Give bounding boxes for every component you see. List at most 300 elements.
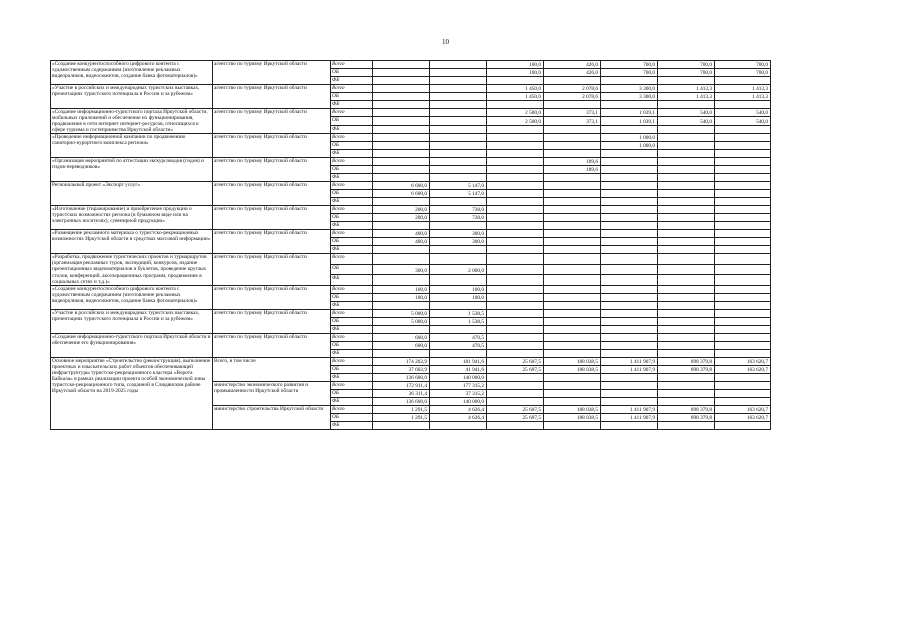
amount-cell: 6 600,0 <box>373 190 430 198</box>
event-description-cell: «Создание конкурентоспособного цифрового контента с художественным содержанием (изготовление рекламных видеороликов, видеосюжетов, создание банка фотоматериалов)» <box>51 285 213 309</box>
executor-cell: агентство по туризму Иркутской области <box>213 285 331 309</box>
amount-cell: 5 147,0 <box>430 190 487 198</box>
amount-cell <box>658 264 715 274</box>
amount-cell <box>658 101 715 109</box>
amount-cell <box>544 77 601 85</box>
amount-cell <box>601 285 658 293</box>
amount-cell <box>373 198 430 206</box>
amount-cell <box>544 421 601 429</box>
amount-cell <box>658 198 715 206</box>
amount-cell: 1 413,3 <box>715 85 771 93</box>
executor-cell: агентство по туризму Иркутской области <box>213 333 331 357</box>
amount-cell: 1 413,3 <box>658 85 715 93</box>
event-description-cell: «Размещение рекламного материала о туристско-рекреационных возможностях Иркутской области в средствах массовой информации» <box>51 230 213 254</box>
funding-source-cell: ОБ <box>331 341 373 349</box>
amount-cell <box>658 182 715 190</box>
executor-cell: агентство по туризму Иркутской области <box>213 254 331 285</box>
amount-cell <box>715 373 771 381</box>
amount-cell: 163 620,7 <box>715 405 771 413</box>
amount-cell <box>544 150 601 158</box>
amount-cell: 700,0 <box>715 61 771 69</box>
amount-cell <box>430 125 487 133</box>
amount-cell: 4 626,4 <box>430 405 487 413</box>
amount-cell: 426,0 <box>544 61 601 69</box>
amount-cell <box>487 254 544 264</box>
event-description-cell: «Разработка, продвижение туристических проектов и турмаршрутов (организация рекламных туров, экспедиций, конкурсов, издание презентационных видеоматериалов и буклетов, проведение круглых столов, конференций, акселерационных программ, продвижение в социальных сетях и т.д.)» <box>51 254 213 285</box>
amount-cell <box>430 85 487 93</box>
amount-cell <box>601 293 658 301</box>
amount-cell <box>544 206 601 214</box>
amount-cell <box>487 166 544 174</box>
amount-cell: 140 000,0 <box>430 373 487 381</box>
amount-cell <box>715 182 771 190</box>
amount-cell: 25 607,5 <box>487 405 544 413</box>
amount-cell: 1 450,0 <box>487 85 544 93</box>
amount-cell <box>373 301 430 309</box>
amount-cell <box>601 166 658 174</box>
amount-cell <box>544 142 601 150</box>
amount-cell <box>487 134 544 142</box>
amount-cell <box>487 222 544 230</box>
funding-source-cell: ОБ <box>331 142 373 150</box>
funding-source-cell: ФБ <box>331 301 373 309</box>
amount-cell <box>544 174 601 182</box>
amount-cell <box>544 397 601 405</box>
table-row <box>51 285 771 293</box>
funding-source-cell: ОБ <box>331 389 373 397</box>
funding-source-cell: ОБ <box>331 166 373 174</box>
amount-cell <box>487 309 544 317</box>
amount-cell: 540,0 <box>658 109 715 117</box>
amount-cell <box>601 238 658 246</box>
amount-cell <box>544 309 601 317</box>
amount-cell <box>658 421 715 429</box>
amount-cell: 470,5 <box>430 333 487 341</box>
amount-cell <box>658 158 715 166</box>
amount-cell: 140 000,0 <box>430 397 487 405</box>
table-row <box>51 109 771 117</box>
amount-cell <box>544 238 601 246</box>
amount-cell <box>658 333 715 341</box>
funding-source-cell: ОБ <box>331 317 373 325</box>
funding-source-cell: Всего <box>331 182 373 190</box>
amount-cell: 100,0 <box>373 293 430 301</box>
amount-cell: 100,0 <box>430 285 487 293</box>
amount-cell: 426,0 <box>544 69 601 77</box>
amount-cell <box>373 101 430 109</box>
amount-cell <box>544 222 601 230</box>
amount-cell: 37 315,2 <box>430 389 487 397</box>
funding-source-cell: Всего <box>331 230 373 238</box>
amount-cell <box>715 214 771 222</box>
amount-cell <box>373 150 430 158</box>
amount-cell <box>487 325 544 333</box>
funding-source-cell: ФБ <box>331 101 373 109</box>
amount-cell <box>601 150 658 158</box>
amount-cell <box>601 325 658 333</box>
amount-cell <box>715 166 771 174</box>
amount-cell <box>658 214 715 222</box>
amount-cell <box>715 174 771 182</box>
amount-cell <box>430 246 487 254</box>
amount-cell <box>487 333 544 341</box>
amount-cell <box>430 117 487 125</box>
amount-cell <box>544 349 601 357</box>
executor-cell: агентство по туризму Иркутской области <box>213 230 331 254</box>
amount-cell <box>658 293 715 301</box>
event-description-cell: «Организация мероприятий по аттестации экскурсоводов (гидов) и гидов-переводчиков» <box>51 158 213 182</box>
amount-cell <box>658 190 715 198</box>
amount-cell <box>715 325 771 333</box>
amount-cell: 600,0 <box>373 333 430 341</box>
amount-cell <box>487 238 544 246</box>
amount-cell <box>373 134 430 142</box>
amount-cell: 1 411 907,9 <box>601 405 658 413</box>
amount-cell: 163 620,7 <box>715 413 771 421</box>
amount-cell <box>487 349 544 357</box>
table-row <box>51 309 771 317</box>
amount-cell: 36 311,4 <box>373 389 430 397</box>
amount-cell: 100,0 <box>430 293 487 301</box>
amount-cell: 188 038,5 <box>544 405 601 413</box>
amount-cell <box>715 142 771 150</box>
amount-cell <box>601 222 658 230</box>
amount-cell: 898 379,8 <box>658 413 715 421</box>
amount-cell <box>601 254 658 264</box>
amount-cell <box>715 421 771 429</box>
amount-cell: 600,0 <box>373 341 430 349</box>
amount-cell <box>487 317 544 325</box>
amount-cell <box>601 182 658 190</box>
amount-cell <box>487 77 544 85</box>
amount-cell <box>373 93 430 101</box>
amount-cell <box>487 206 544 214</box>
amount-cell: 200,0 <box>373 214 430 222</box>
funding-source-cell: Всего <box>331 381 373 389</box>
amount-cell <box>544 264 601 274</box>
amount-cell <box>658 285 715 293</box>
amount-cell <box>658 349 715 357</box>
amount-cell: 189,6 <box>544 166 601 174</box>
amount-cell <box>544 125 601 133</box>
amount-cell <box>544 301 601 309</box>
amount-cell <box>487 397 544 405</box>
funding-source-cell: ОБ <box>331 117 373 125</box>
amount-cell <box>601 246 658 254</box>
amount-cell <box>430 254 487 264</box>
amount-cell <box>373 69 430 77</box>
amount-cell <box>430 61 487 69</box>
amount-cell: 700,0 <box>715 69 771 77</box>
amount-cell <box>487 264 544 274</box>
amount-cell: 1 039,1 <box>601 109 658 117</box>
funding-source-cell: Всего <box>331 357 373 365</box>
table-row <box>51 61 771 69</box>
amount-cell: 5 000,0 <box>373 309 430 317</box>
amount-cell <box>715 158 771 166</box>
amount-cell <box>487 275 544 285</box>
amount-cell <box>544 230 601 238</box>
event-description-cell: «Изготовление (тиражирование) и приобретение продукции о туристских возможностях региона (в бумажном виде или на электронных носителях), сувенирной продукции» <box>51 206 213 230</box>
funding-source-cell: ФБ <box>331 349 373 357</box>
amount-cell: 6 600,0 <box>373 182 430 190</box>
amount-cell: 700,0 <box>658 69 715 77</box>
amount-cell <box>430 93 487 101</box>
amount-cell <box>373 246 430 254</box>
funding-source-cell: Всего <box>331 254 373 264</box>
funding-source-cell: ФБ <box>331 246 373 254</box>
amount-cell <box>487 190 544 198</box>
funding-source-cell: Всего <box>331 285 373 293</box>
amount-cell <box>601 158 658 166</box>
amount-cell <box>487 389 544 397</box>
amount-cell <box>430 158 487 166</box>
amount-cell <box>373 421 430 429</box>
amount-cell <box>658 77 715 85</box>
amount-cell: 172 911,4 <box>373 381 430 389</box>
amount-cell: 400,0 <box>373 238 430 246</box>
amount-cell <box>658 142 715 150</box>
amount-cell: 25 607,5 <box>487 413 544 421</box>
amount-cell <box>658 174 715 182</box>
amount-cell <box>544 190 601 198</box>
amount-cell: 2 078,6 <box>544 93 601 101</box>
funding-source-cell: ОБ <box>331 69 373 77</box>
amount-cell <box>658 275 715 285</box>
amount-cell: 5 000,0 <box>373 317 430 325</box>
amount-cell <box>601 421 658 429</box>
amount-cell <box>487 125 544 133</box>
amount-cell <box>487 230 544 238</box>
amount-cell <box>715 77 771 85</box>
amount-cell: 4 626,4 <box>430 413 487 421</box>
amount-cell: 37 602,9 <box>373 365 430 373</box>
executor-cell: агентство по туризму Иркутской области <box>213 309 331 333</box>
amount-cell <box>601 190 658 198</box>
funding-source-cell: ФБ <box>331 150 373 158</box>
funding-source-cell: ФБ <box>331 325 373 333</box>
amount-cell <box>544 254 601 264</box>
amount-cell <box>430 174 487 182</box>
table-row <box>51 230 771 238</box>
amount-cell <box>658 301 715 309</box>
amount-cell: 700,0 <box>658 61 715 69</box>
amount-cell <box>430 109 487 117</box>
amount-cell <box>544 275 601 285</box>
amount-cell <box>373 142 430 150</box>
page-number: 10 <box>442 38 449 46</box>
executor-cell: агентство по туризму Иркутской области <box>213 134 331 158</box>
amount-cell: 300,0 <box>430 230 487 238</box>
amount-cell <box>430 301 487 309</box>
event-description-cell: «Создание конкурентоспособного цифрового контента с художественным содержанием (изготовление рекламных видеороликов, видеосюжетов, создание банка фотоматериалов)» <box>51 61 213 85</box>
amount-cell: 1 538,5 <box>430 317 487 325</box>
amount-cell <box>601 301 658 309</box>
amount-cell: 2 500,0 <box>487 109 544 117</box>
executor-cell: агентство по туризму Иркутской области <box>213 109 331 134</box>
amount-cell <box>658 222 715 230</box>
executor-cell: Всего, в том числе <box>213 357 331 381</box>
amount-cell <box>601 198 658 206</box>
amount-cell: 5 147,0 <box>430 182 487 190</box>
amount-cell <box>487 421 544 429</box>
amount-cell <box>658 150 715 158</box>
table-row <box>51 158 771 166</box>
amount-cell <box>715 309 771 317</box>
amount-cell <box>373 125 430 133</box>
funding-source-cell: ФБ <box>331 421 373 429</box>
amount-cell <box>658 238 715 246</box>
amount-cell <box>715 333 771 341</box>
amount-cell <box>658 317 715 325</box>
amount-cell: 1 000,0 <box>601 134 658 142</box>
amount-cell <box>373 117 430 125</box>
amount-cell: 100,0 <box>487 69 544 77</box>
funding-source-cell: ФБ <box>331 397 373 405</box>
amount-cell: 400,0 <box>373 230 430 238</box>
amount-cell <box>487 246 544 254</box>
amount-cell <box>373 166 430 174</box>
amount-cell <box>601 101 658 109</box>
funding-source-cell: ФБ <box>331 174 373 182</box>
amount-cell <box>715 238 771 246</box>
funding-source-cell: ОБ <box>331 214 373 222</box>
amount-cell <box>658 134 715 142</box>
amount-cell: 1 413,3 <box>658 93 715 101</box>
funding-source-cell: ФБ <box>331 222 373 230</box>
amount-cell <box>601 77 658 85</box>
funding-source-cell: ФБ <box>331 77 373 85</box>
amount-cell <box>544 317 601 325</box>
amount-cell <box>430 275 487 285</box>
amount-cell: 100,0 <box>487 61 544 69</box>
amount-cell <box>544 134 601 142</box>
amount-cell: 136 600,0 <box>373 373 430 381</box>
amount-cell <box>544 293 601 301</box>
amount-cell <box>487 381 544 389</box>
amount-cell <box>658 230 715 238</box>
amount-cell <box>487 373 544 381</box>
amount-cell: 1 538,5 <box>430 309 487 317</box>
amount-cell <box>715 254 771 264</box>
amount-cell: 738,0 <box>430 206 487 214</box>
amount-cell <box>430 198 487 206</box>
amount-cell <box>373 77 430 85</box>
amount-cell <box>715 222 771 230</box>
amount-cell: 3 300,0 <box>601 93 658 101</box>
event-description-cell: «Создание информационно-туристского портала Иркутской области и обеспечение его функционирования» <box>51 333 213 357</box>
table-row <box>51 182 771 190</box>
amount-cell: 25 607,5 <box>487 357 544 365</box>
amount-cell: 188 038,5 <box>544 365 601 373</box>
amount-cell <box>373 85 430 93</box>
amount-cell <box>715 134 771 142</box>
budget-table-body <box>51 61 771 430</box>
amount-cell: 700,0 <box>601 69 658 77</box>
table-row <box>51 134 771 142</box>
table-row <box>51 206 771 214</box>
executor-cell: агентство по туризму Иркутской области <box>213 158 331 182</box>
amount-cell: 898 379,8 <box>658 405 715 413</box>
amount-cell <box>658 246 715 254</box>
table-row <box>51 85 771 93</box>
executor-cell: агентство по туризму Иркутской области <box>213 206 331 230</box>
amount-cell: 163 620,7 <box>715 357 771 365</box>
funding-source-cell: Всего <box>331 309 373 317</box>
amount-cell <box>715 293 771 301</box>
funding-source-cell: ОБ <box>331 413 373 421</box>
funding-source-cell: Всего <box>331 158 373 166</box>
amount-cell: 373,1 <box>544 109 601 117</box>
amount-cell <box>715 125 771 133</box>
amount-cell: 1 000,0 <box>601 142 658 150</box>
amount-cell: 1 450,0 <box>487 93 544 101</box>
table-row <box>51 357 771 365</box>
amount-cell: 1 291,5 <box>373 405 430 413</box>
amount-cell <box>601 349 658 357</box>
amount-cell <box>658 397 715 405</box>
funding-source-cell: ОБ <box>331 238 373 246</box>
executor-cell: агентство по туризму Иркутской области <box>213 85 331 109</box>
amount-cell: 1 411 907,9 <box>601 365 658 373</box>
executor-cell: агентство по туризму Иркутской области <box>213 182 331 206</box>
amount-cell <box>544 101 601 109</box>
amount-cell <box>430 142 487 150</box>
amount-cell: 1 413,3 <box>715 93 771 101</box>
amount-cell <box>430 349 487 357</box>
event-description-cell: «Участие в российских и международных туристских выставках, презентациях туристского потенциала в России и за рубежом» <box>51 309 213 333</box>
amount-cell: 2 000,0 <box>430 264 487 274</box>
executor-cell: агентство по туризму Иркутской области <box>213 61 331 85</box>
amount-cell <box>601 309 658 317</box>
amount-cell <box>715 246 771 254</box>
amount-cell: 738,0 <box>430 214 487 222</box>
amount-cell: 540,0 <box>715 109 771 117</box>
funding-source-cell: ФБ <box>331 275 373 285</box>
amount-cell <box>487 101 544 109</box>
amount-cell: 188 038,5 <box>544 413 601 421</box>
amount-cell <box>601 333 658 341</box>
funding-source-cell: Всего <box>331 333 373 341</box>
amount-cell <box>601 275 658 285</box>
amount-cell <box>544 214 601 222</box>
funding-source-cell: ОБ <box>331 93 373 101</box>
amount-cell <box>601 264 658 274</box>
amount-cell: 41 941,6 <box>430 365 487 373</box>
amount-cell <box>715 150 771 158</box>
amount-cell <box>373 158 430 166</box>
table-row <box>51 254 771 264</box>
amount-cell <box>601 214 658 222</box>
amount-cell <box>544 246 601 254</box>
amount-cell: 177 315,2 <box>430 381 487 389</box>
amount-cell <box>658 206 715 214</box>
amount-cell <box>658 166 715 174</box>
amount-cell: 163 620,7 <box>715 365 771 373</box>
amount-cell: 189,6 <box>544 158 601 166</box>
executor-cell: министерство строительства Иркутской области <box>213 405 331 429</box>
amount-cell: 1 039,1 <box>601 117 658 125</box>
amount-cell <box>430 77 487 85</box>
amount-cell <box>715 275 771 285</box>
amount-cell <box>373 349 430 357</box>
amount-cell <box>601 125 658 133</box>
amount-cell <box>715 349 771 357</box>
amount-cell <box>601 381 658 389</box>
amount-cell <box>715 397 771 405</box>
amount-cell: 174 202,9 <box>373 357 430 365</box>
amount-cell <box>487 214 544 222</box>
